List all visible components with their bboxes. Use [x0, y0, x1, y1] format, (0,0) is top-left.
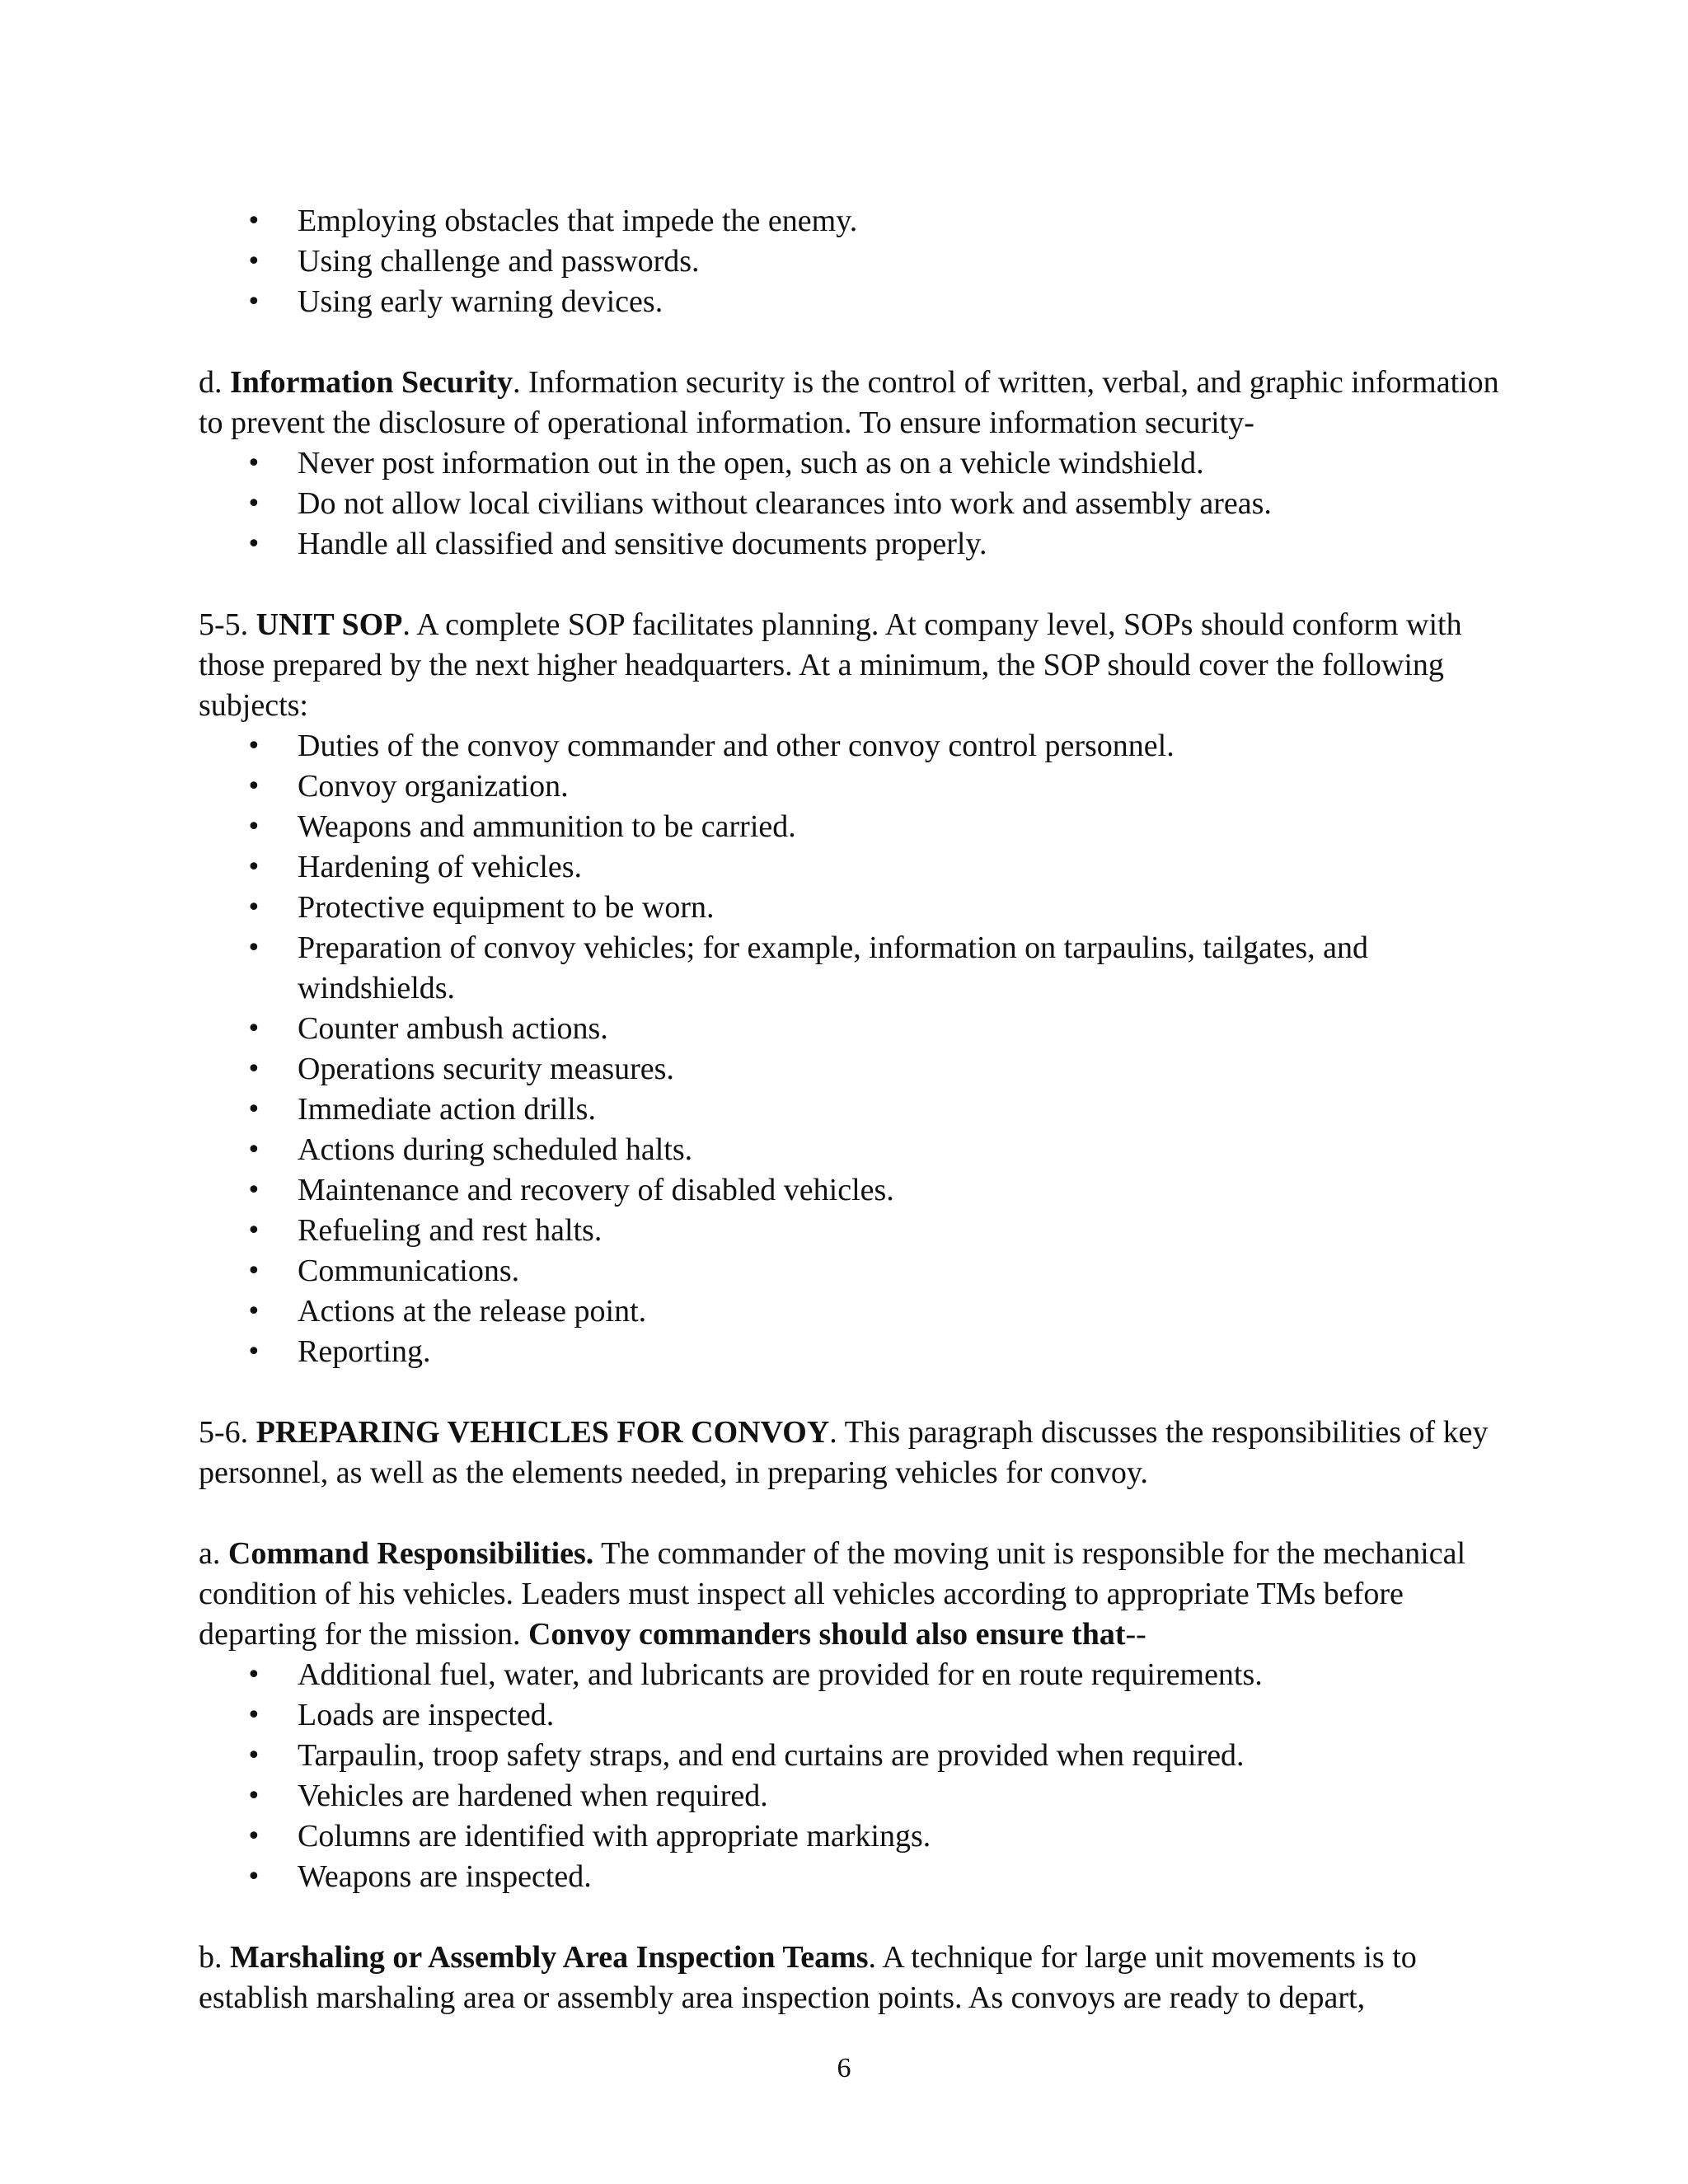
bullet-icon: • — [246, 1338, 261, 1366]
list-item: • Do not allow local civilians without clearances into work and assembly areas. — [199, 484, 1501, 524]
list-item: • Counter ambush actions. — [199, 1009, 1501, 1049]
unit-sop-list — [199, 726, 1501, 1372]
list-item: • Employing obstacles that impede the enemy. — [199, 201, 1501, 241]
list-item: • Maintenance and recovery of disabled vehicles. — [199, 1170, 1501, 1211]
bullet-icon: • — [246, 1015, 261, 1043]
list-item: • Duties of the convoy commander and other convoy control personnel. — [199, 726, 1501, 766]
command-responsibilities-heading: Command Responsibilities. — [227, 1536, 594, 1571]
list-item: • Vehicles are hardened when required. — [199, 1776, 1501, 1816]
bullet-icon: • — [246, 449, 261, 478]
bullet-icon: • — [246, 1297, 261, 1326]
preparing-vehicles-heading: PREPARING VEHICLES FOR CONVOY — [256, 1415, 830, 1450]
bullet-icon: • — [246, 1257, 261, 1286]
information-security-list — [199, 443, 1501, 565]
marshaling-heading: Marshaling or Assembly Area Inspection Teams — [230, 1940, 869, 1975]
bullet-icon: • — [246, 893, 261, 922]
page-number: 6 — [837, 2053, 851, 2083]
unit-sop-paragraph: 5-5. UNIT SOP. A complete SOP facilitates planning. At company level, SOPs should conform with those prepared by the next higher headquarters. At a minimum, the SOP should cover the following subjects: — [199, 607, 1462, 723]
list-item: • Convoy organization. — [199, 766, 1501, 807]
list-item: • Refueling and rest halts. — [199, 1211, 1501, 1251]
bullet-icon: • — [246, 772, 261, 801]
bullet-icon: • — [246, 732, 261, 761]
list-item: • Reporting. — [199, 1332, 1501, 1372]
bullet-icon: • — [246, 1822, 261, 1851]
bullet-icon: • — [246, 1055, 261, 1084]
list-item: • Actions at the release point. — [199, 1291, 1501, 1332]
list-item: • Weapons and ammunition to be carried. — [199, 807, 1501, 847]
bullet-icon: • — [246, 288, 261, 316]
list-item: • Protective equipment to be worn. — [199, 888, 1501, 928]
information-security-paragraph: d. Information Security. Information security is the control of written, verbal, and graphic information to prevent the disclosure of operational information. To ensure information security- — [199, 365, 1499, 440]
preparing-vehicles-paragraph: 5-6. PREPARING VEHICLES FOR CONVOY. This paragraph discusses the responsibilities of key personnel, as well as the elements needed, in preparing vehicles for convoy. — [199, 1415, 1489, 1490]
command-responsibilities-list — [199, 1655, 1501, 1897]
bullet-icon: • — [246, 247, 261, 276]
bullet-icon: • — [246, 813, 261, 841]
list-item: • Columns are identified with appropriate markings. — [199, 1816, 1501, 1857]
bullet-icon: • — [246, 530, 261, 559]
information-security-heading: Information Security — [230, 365, 513, 400]
bullet-icon: • — [246, 207, 261, 236]
bullet-icon: • — [246, 934, 261, 963]
list-item: • Preparation of convoy vehicles; for example, information on tarpaulins, tailgates, and windshields. — [199, 928, 1501, 1009]
bullet-icon: • — [246, 1095, 261, 1124]
list-item: • Additional fuel, water, and lubricants are provided for en route requirements. — [199, 1655, 1501, 1695]
bullet-icon: • — [246, 853, 261, 882]
bullet-icon: • — [246, 1741, 261, 1770]
command-emphasis: Convoy commanders should also ensure that — [528, 1617, 1126, 1652]
bullet-icon: • — [246, 1661, 261, 1690]
bullet-icon: • — [246, 1863, 261, 1891]
bullet-icon: • — [246, 1176, 261, 1205]
bullet-icon: • — [246, 490, 261, 518]
top-bullet-list — [199, 201, 1501, 322]
bullet-icon: • — [246, 1136, 261, 1165]
bullet-icon: • — [246, 1782, 261, 1811]
list-item: • Communications. — [199, 1251, 1501, 1291]
list-item: • Using early warning devices. — [199, 282, 1501, 322]
list-item: • Actions during scheduled halts. — [199, 1130, 1501, 1170]
list-item: • Immediate action drills. — [199, 1090, 1501, 1130]
list-item: • Operations security measures. — [199, 1049, 1501, 1090]
marshaling-paragraph: b. Marshaling or Assembly Area Inspection Teams. A technique for large unit movements is to establish marshaling area or assembly area inspection points. As convoys are ready to depart, — [199, 1940, 1417, 2015]
list-item: • Loads are inspected. — [199, 1695, 1501, 1736]
bullet-icon: • — [246, 1701, 261, 1730]
list-item: • Weapons are inspected. — [199, 1857, 1501, 1897]
list-item: • Hardening of vehicles. — [199, 847, 1501, 888]
bullet-icon: • — [246, 1216, 261, 1245]
list-item: • Never post information out in the open, such as on a vehicle windshield. — [199, 443, 1501, 484]
unit-sop-heading: UNIT SOP — [256, 607, 403, 642]
list-item: • Using challenge and passwords. — [199, 241, 1501, 282]
command-responsibilities-paragraph: a. Command Responsibilities. The commander of the moving unit is responsible for the mechanical condition of his vehicles. Leaders must inspect all vehicles according to appropriate TMs before departing for the mission. Convoy commanders should also ensure that-- — [199, 1536, 1466, 1652]
page-content — [199, 201, 1501, 2018]
list-item: • Tarpaulin, troop safety straps, and end curtains are provided when required. — [199, 1736, 1501, 1776]
list-item: • Handle all classified and sensitive documents properly. — [199, 524, 1501, 565]
